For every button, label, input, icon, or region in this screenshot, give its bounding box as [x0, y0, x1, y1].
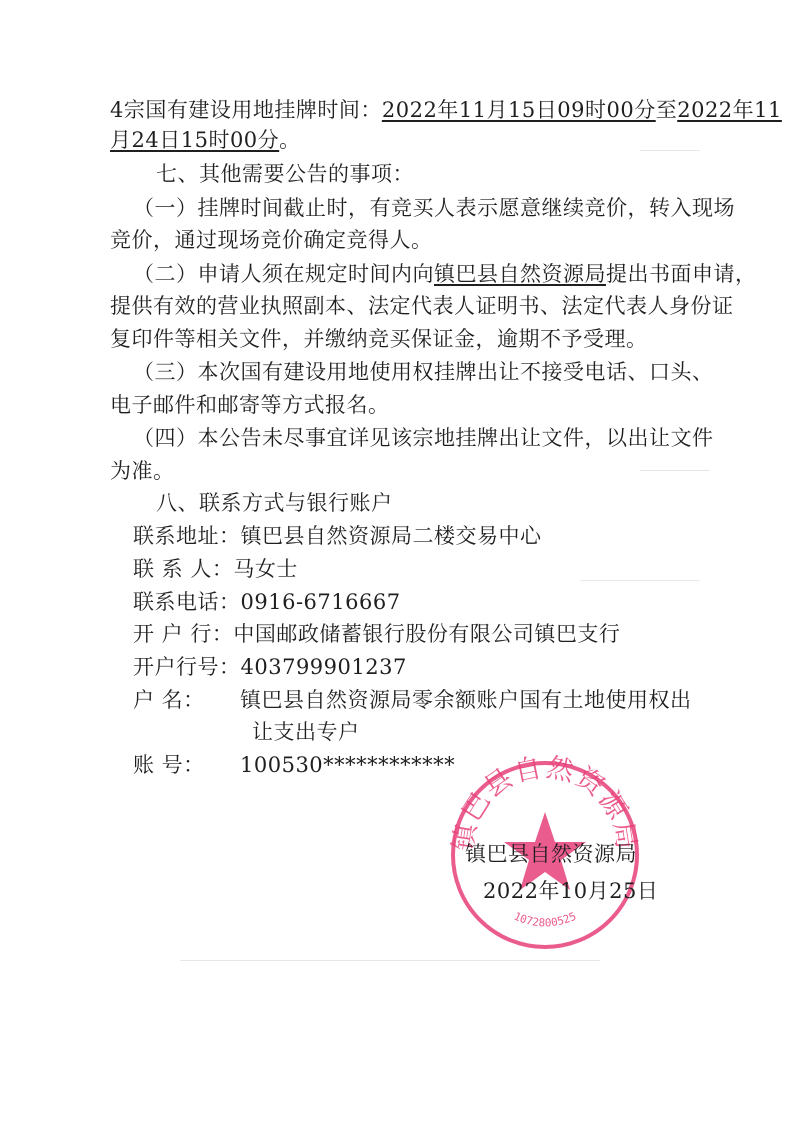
- account-number-line: [133, 753, 455, 777]
- sec7-item1-line1: （一）挂牌时间截止时，有竞买人表示愿意继续竞价，转入现场: [133, 196, 735, 220]
- sec7-item2-agency: 镇巴县自然资源局: [434, 262, 606, 286]
- sec7-item2-pre: （二）申请人须在规定时间内向: [133, 262, 434, 286]
- contact-address: 联系地址：镇巴县自然资源局二楼交易中心: [133, 524, 542, 548]
- listing-time-to: 至: [655, 98, 678, 122]
- listing-end-time-part2: 月24日15时00分: [110, 128, 280, 152]
- listing-time-line-2: [110, 128, 301, 152]
- bank-label: 开 户 行：: [133, 622, 234, 646]
- scan-artifact: [180, 960, 600, 961]
- listing-time-period: 。: [279, 128, 301, 152]
- seal-text: 镇巴县自然资源局: [447, 752, 643, 854]
- section-7-heading: 七、其他需要公告的事项：: [156, 162, 414, 186]
- account-name-line1: [133, 688, 692, 712]
- sec7-item4-line1: （四）本公告未尽事宜详见该宗地挂牌出让文件，以出让文件: [133, 426, 714, 450]
- listing-time-label: 4宗国有建设用地挂牌时间：: [110, 98, 382, 122]
- sec7-item2-line2: 提供有效的营业执照副本、法定代表人证明书、法定代表人身份证: [110, 294, 734, 318]
- sec7-item2-line3: 复印件等相关文件，并缴纳竞买保证金，逾期不予受理。: [110, 327, 648, 351]
- account-name-value: 镇巴县自然资源局零余额账户国有土地使用权出: [240, 688, 692, 712]
- sec7-item1-line2: 竞价，通过现场竞价确定竞得人。: [110, 228, 433, 252]
- seal-number: 1072800525: [511, 909, 579, 930]
- account-name-line2: 让支出专户: [252, 720, 360, 744]
- account-number-value: 100530************: [240, 753, 456, 777]
- signature-org: 镇巴县自然资源局: [465, 842, 637, 866]
- sec7-item2-line1: [133, 262, 757, 286]
- sec7-item3-line1: （三）本次国有建设用地使用权挂牌出让不接受电话、口头、: [133, 360, 714, 384]
- account-name-label: 户 名：: [133, 688, 205, 712]
- contact-phone: 联系电话：0916-6716667: [133, 590, 401, 614]
- scan-artifact: [580, 580, 700, 581]
- listing-end-time-part1: 2022年11: [677, 98, 782, 122]
- contact-person: 联 系 人：马女士: [133, 557, 298, 581]
- sec7-item2-post: 提出书面申请，: [606, 262, 757, 286]
- scan-artifact: [640, 470, 710, 471]
- listing-start-time: 2022年11月15日09时00分: [381, 98, 656, 122]
- signature-date: 2022年10月25日: [483, 879, 659, 903]
- sec7-item3-line2: 电子邮件和邮寄等方式报名。: [110, 393, 390, 417]
- listing-time-line-1: [110, 98, 782, 122]
- sec7-item4-line2: 为准。: [110, 459, 175, 483]
- bank-number: 开户行号：403799901237: [133, 655, 407, 679]
- bank-line: [133, 622, 620, 646]
- section-8-heading: 八、联系方式与银行账户: [156, 491, 393, 515]
- scan-artifact: [640, 150, 700, 151]
- account-number-label: 账 号：: [133, 753, 205, 777]
- bank-name: 中国邮政储蓄银行股份有限公司镇巴支行: [233, 622, 621, 646]
